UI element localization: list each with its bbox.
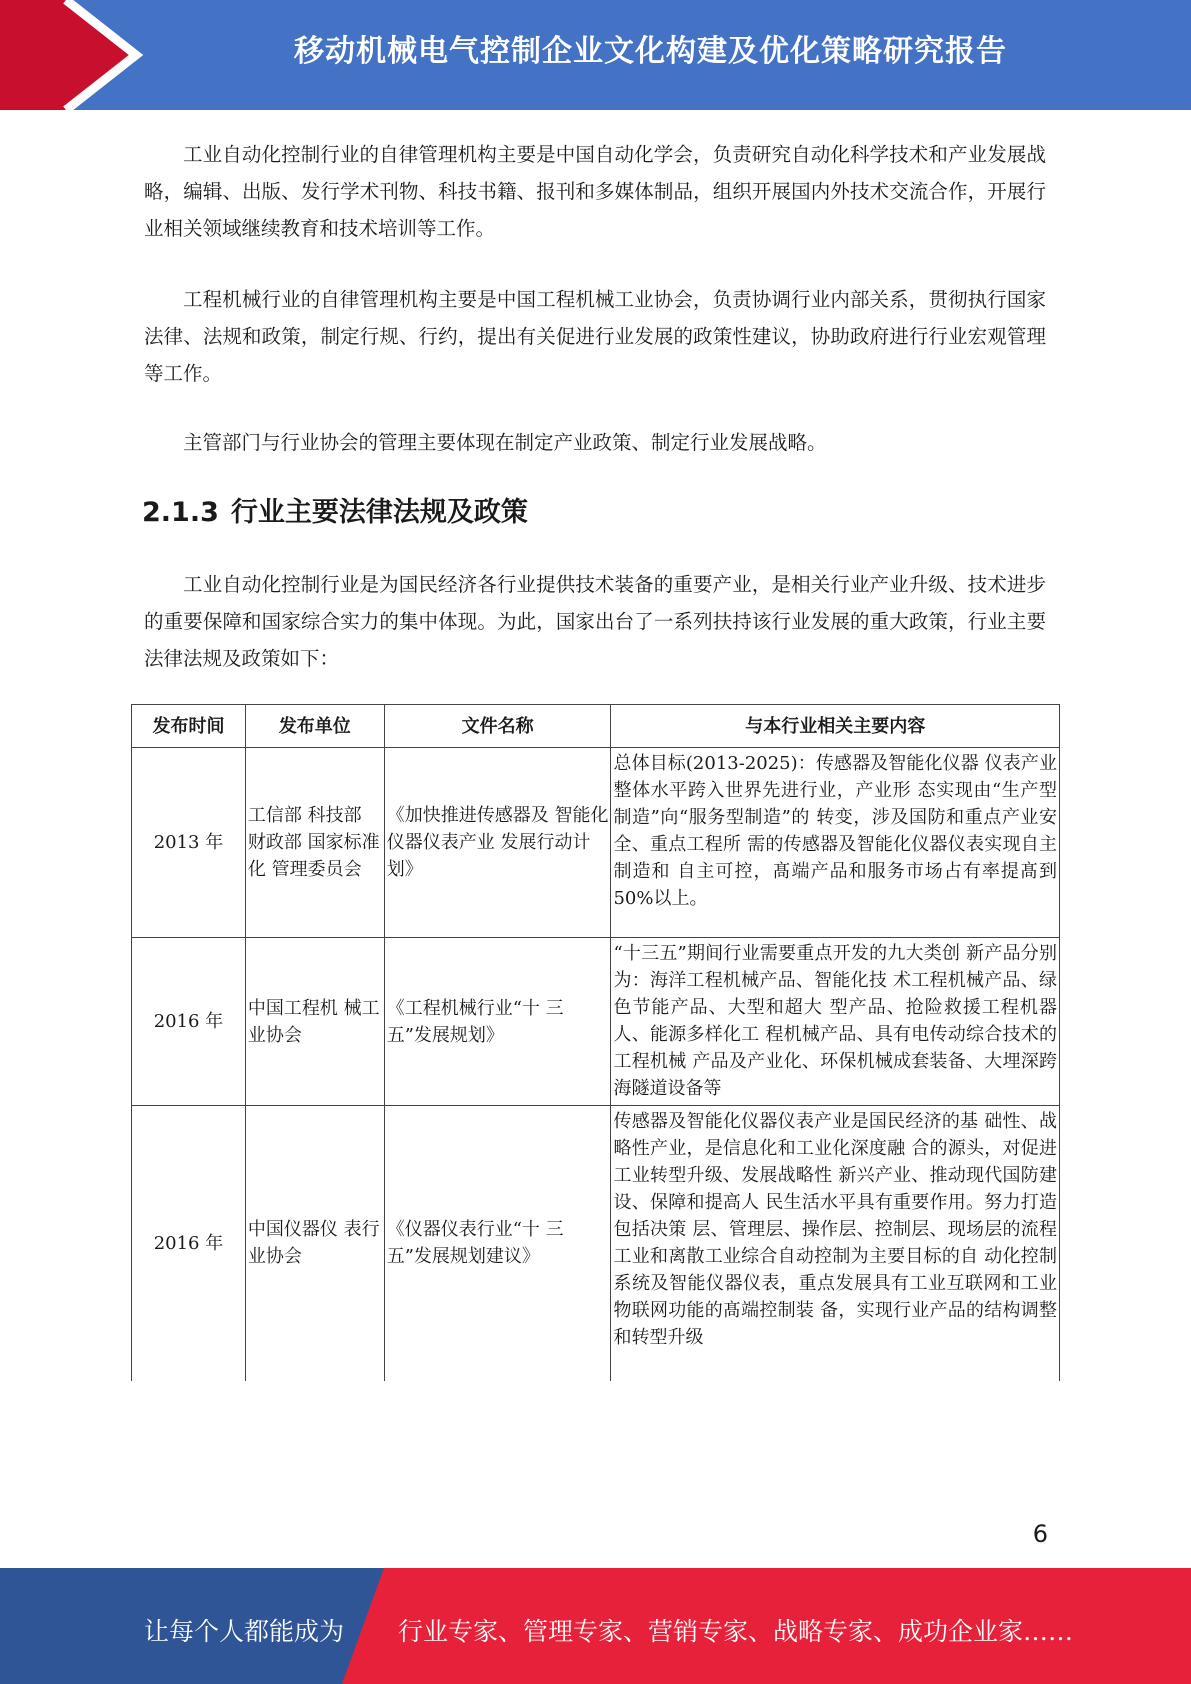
- footer-slogan-left: 让每个人都能成为: [144, 1617, 345, 1646]
- header-time: 发布时间: [132, 705, 246, 748]
- table-header-row: [132, 705, 1060, 748]
- section-heading: [142, 490, 528, 529]
- paragraph-machinery-association: 工程机械行业的自律管理机构主要是中国工程机械工业协会，负责协调行业内部关系，贯彻执行国家法律、法规和政策，制定行规、行约，提出有关促进行业发展的政策性建议，协助政府进行行业宏观管理等工作。: [144, 288, 1046, 385]
- report-title: 移动机械电气控制企业文化构建及优化策略研究报告: [294, 34, 1007, 69]
- policy-table: [131, 704, 1060, 1381]
- cell-content: “十三五”期间行业需要重点开发的九大类创 新产品分别为：海洋工程机械产品、智能化技 术工程机械产品、绿色节能产品、大型和超大 型产品、抢险救援工程机器人、能源多样化工 程机械产品、具有电传动综合技术的工程机械 产品及产业化、环保机械成套装备、大埋深跨海隧道设备等: [611, 938, 1060, 1106]
- header-content: 与本行业相关主要内容: [611, 705, 1060, 748]
- table-row: [132, 1106, 1060, 1381]
- cell-unit: 中国工程机 械工业协会: [245, 938, 384, 1106]
- cell-doc: 《加快推进传感器及 智能化仪器仪表产业 发展行动计划》: [384, 748, 611, 938]
- table-row: [132, 748, 1060, 938]
- paragraph-management: 主管部门与行业协会的管理主要体现在制定产业政策、制定行业发展战略。: [183, 431, 827, 454]
- cell-content: 总体目标(2013-2025)：传感器及智能化仪器 仪表产业整体水平跨入世界先进行业，产业形 态实现由“生产型制造”向“服务型制造”的 转变，涉及国防和重点产业安全、重点工程所 需的传感器及智能化仪器仪表实现自主制造和 自主可控，髙端产品和服务市场占有率提髙到 50%以上。: [611, 748, 1060, 938]
- page-footer: [0, 1568, 1191, 1684]
- cell-unit: 中国仪器仪 表行业协会: [245, 1106, 384, 1381]
- cell-time: 2016 年: [132, 1106, 246, 1381]
- section-title: 行业主要法律法规及政策: [230, 497, 528, 528]
- header-doc: 文件名称: [384, 705, 611, 748]
- cell-unit: 工信部 科技部 财政部 国家标准化 管理委员会: [245, 748, 384, 938]
- footer-slogan-right: 行业专家、管理专家、营销专家、战略专家、成功企业家……: [398, 1617, 1074, 1646]
- cell-time: 2013 年: [132, 748, 246, 938]
- paragraph-automation-association: 工业自动化控制行业的自律管理机构主要是中国自动化学会，负责研究自动化科学技术和产业发展战略，编辑、出版、发行学术刊物、科技书籍、报刊和多媒体制品，组织开展国内外技术交流合作，开展行业相关领域继续教育和技术培训等工作。: [144, 143, 1046, 240]
- paragraph-intro: 工业自动化控制行业是为国民经济各行业提供技术装备的重要产业，是相关行业产业升级、技术进步的重要保障和国家综合实力的集中体现。为此，国家出台了一系列扶持该行业发展的重大政策，行业主要法律法规及政策如下：: [144, 573, 1046, 670]
- cell-doc: 《工程机械行业“十 三五”发展规划》: [384, 938, 611, 1106]
- page-header: [0, 0, 1191, 110]
- section-number: 2.1.3: [142, 497, 219, 528]
- page-number: 6: [1032, 1520, 1048, 1548]
- header-unit: 发布单位: [245, 705, 384, 748]
- cell-time: 2016 年: [132, 938, 246, 1106]
- cell-content: 传感器及智能化仪器仪表产业是国民经济的基 础性、战略性产业，是信息化和工业化深度融 合的源头，对促进工业转型升级、发展战略性 新兴产业、推动现代国防建设、保障和提高人 民生活水平具有重要作用。努力打造包括决策 层、管理层、操作层、控制层、现场层的流程 工业和离散工业综合自动控制为主要目标的自 动化控制系统及智能仪器仪表，重点发展具有工业互联网和工业物联网功能的髙端控制装 备，实现行业产品的结构调整和转型升级: [611, 1106, 1060, 1381]
- cell-doc: 《仪器仪表行业“十 三五”发展规划建议》: [384, 1106, 611, 1381]
- table-row: [132, 938, 1060, 1106]
